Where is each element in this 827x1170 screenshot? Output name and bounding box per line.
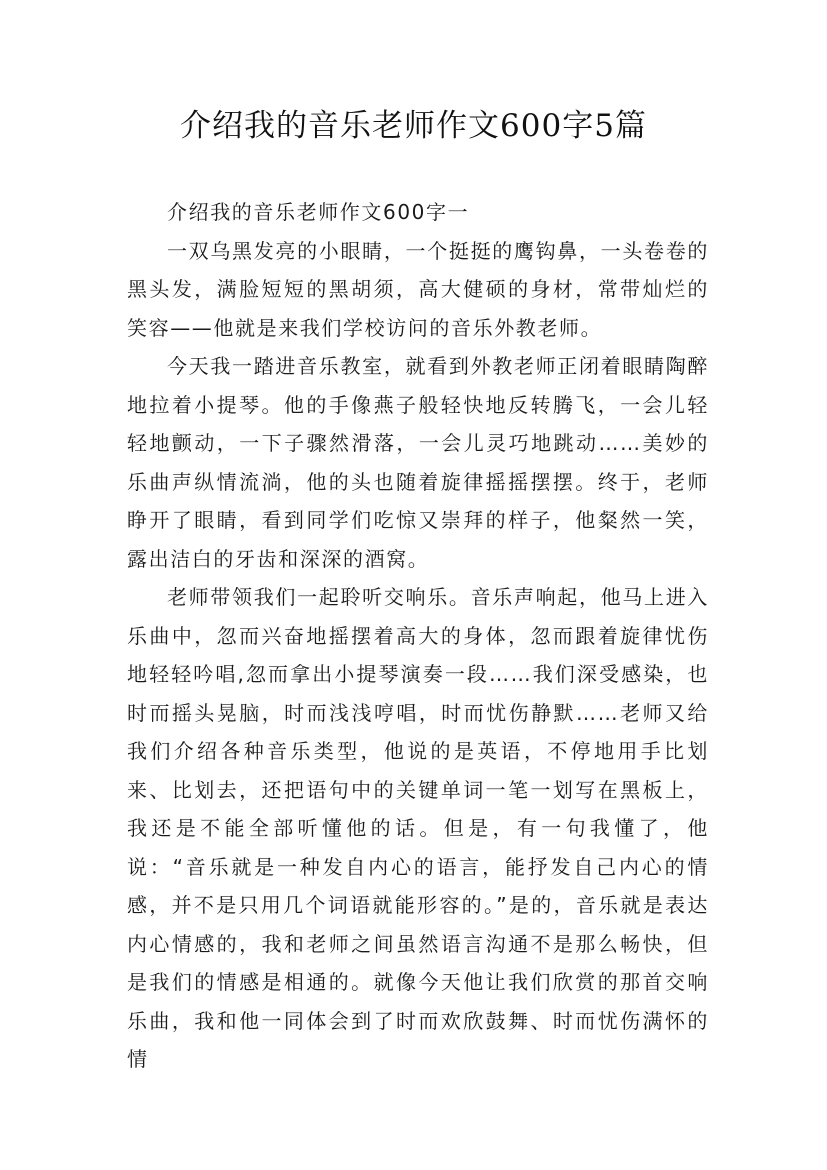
document-body: [127, 193, 709, 1079]
paragraph-2: 今天我一踏进音乐教室，就看到外教老师正闭着眼睛陶醉地拉着小提琴。他的手像燕子般轻快地反转腾飞，一会儿轻轻地颤动，一下子骤然滑落，一会儿灵巧地跳动……美妙的乐曲声纵情流淌，他的头也随着旋律摇摇摆摆。终于，老师睁开了眼睛，看到同学们吃惊又崇拜的样子，他粲然一笑，露出洁白的牙齿和深深的酒窝。: [127, 354, 709, 571]
paragraph-3: 老师带领我们一起聆听交响乐。音乐声响起，他马上进入乐曲中，忽而兴奋地摇摆着高大的身体，忽而跟着旋律忧伤地轻轻吟唱,忽而拿出小提琴演奏一段……我们深受感染，也时而摇头晃脑，时而浅浅哼唱，时而忧伤静默……老师又给我们介绍各种音乐类型，他说的是英语，不停地用手比划来、比划去，还把语句中的关键单词一笔一划写在黑板上，我还是不能全部听懂他的话。但是，有一句我懂了，他说：“音乐就是一种发自内心的语言，能抒发自己内心的情感，并不是只用几个词语就能形容的。”是的，音乐就是表达内心情感的，我和老师之间虽然语言沟通不是那么畅快，但是我们的情感是相通的。就像今天他让我们欣赏的那首交响乐曲，我和他一同体会到了时而欢欣鼓舞、时而忧伤满怀的情: [127, 585, 709, 1071]
document-title: 介绍我的音乐老师作文600字5篇: [180, 108, 647, 144]
paragraph-1: 一双乌黑发亮的小眼睛，一个挺挺的鹰钩鼻，一头卷卷的黑头发，满脸短短的黑胡须，高大健硕的身材，常带灿烂的笑容——他就是来我们学校访问的音乐外教老师。: [127, 238, 709, 340]
section-subheading: 介绍我的音乐老师作文600字一: [167, 200, 470, 224]
